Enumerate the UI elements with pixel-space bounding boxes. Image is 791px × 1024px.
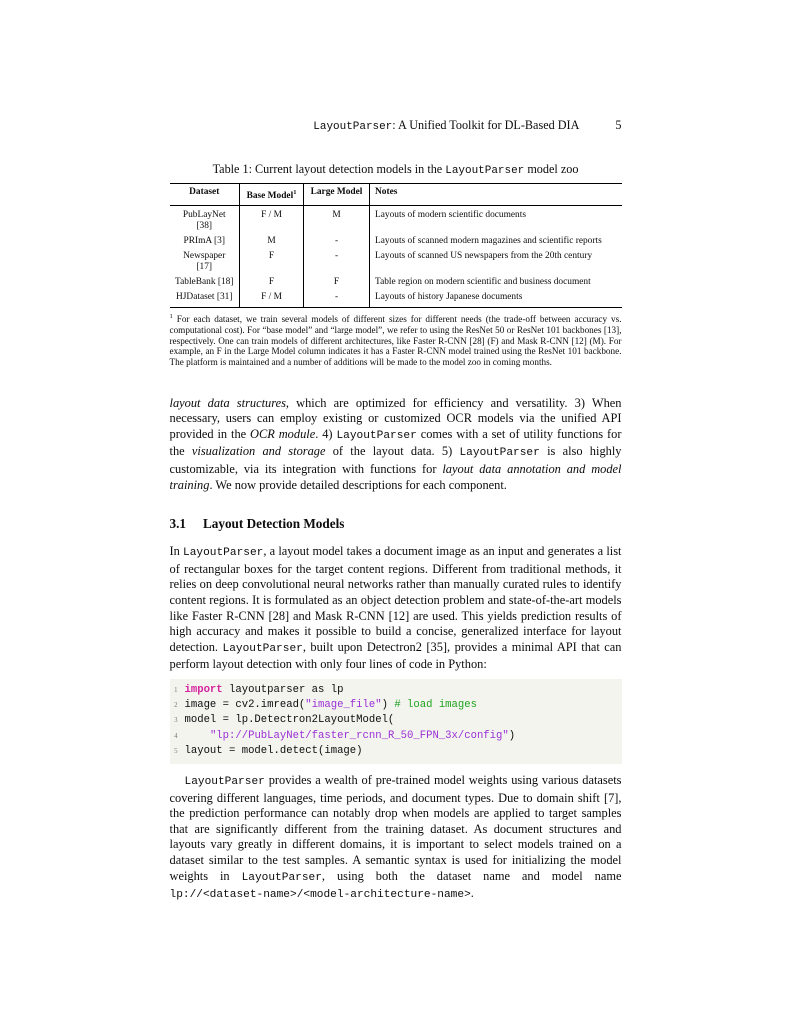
table-footnote-text: For each dataset, we train several models of different sizes for different needs (the trade-off between accuracy vs. computational cost). For “base model” and “large model”, we refer to using the ResNet 50 or ResNet 101 backbones [13], respectively. One can train models of different architectures, like Faster R-CNN [28] (F) and Mask R-CNN [12] (M). For example, an F in the Large Model column indicates it has a Faster R-CNN model trained using the ResNet 101 backbone. The platform is maintained and a number of additions will be made to the model zoo in coming months. <box>169 314 622 367</box>
code-string: "image_file" <box>305 699 382 712</box>
code-line <box>170 683 622 698</box>
code-text: layout = model.detect(image) <box>184 744 363 757</box>
cell-dataset: TableBank [18] <box>175 277 234 288</box>
cell-large-model: - <box>304 249 370 275</box>
line-number: 3 <box>174 717 178 725</box>
text-run: LayoutParser <box>184 776 265 789</box>
text-run: of the layout data. 5) <box>325 444 460 459</box>
code-line <box>170 729 622 744</box>
cell-notes: Table region on modern scientific and business document <box>370 275 622 290</box>
cell-base-model: F <box>240 275 304 290</box>
running-head-title-rest: : A Unified Toolkit for DL-Based DIA <box>392 118 580 132</box>
table-row <box>170 275 622 290</box>
text-run: lp://<dataset-name>/<model-architecture-name> <box>169 889 471 902</box>
table-header <box>170 184 622 206</box>
text-run: LayoutParser <box>222 642 303 655</box>
model-zoo-table <box>170 183 622 308</box>
table-row <box>170 249 622 275</box>
text-run: LayoutParser <box>336 429 417 442</box>
table-row <box>170 234 622 249</box>
table-caption-suffix: model zoo <box>524 162 579 176</box>
line-number: 4 <box>174 732 178 740</box>
section-heading <box>170 516 622 532</box>
text-run: LayoutParser <box>459 447 540 460</box>
code-text: image = cv2.imread( <box>184 699 306 712</box>
cell-notes: Layouts of scanned US newspapers from the 20th century <box>370 249 622 275</box>
text-run: . We now provide detailed descriptions for each component. <box>209 477 507 492</box>
table-header-row <box>170 184 622 206</box>
col-header-large-model: Large Model <box>304 184 370 206</box>
text-run: , which are optimized for efficiency and versatility. 3) When necessary, users can employ existing or customized OCR models via the unified API provided in the <box>169 395 622 441</box>
col-header-base-model-label: Base Model <box>246 191 294 202</box>
cell-large-model: - <box>304 290 370 308</box>
cell-base-model: M <box>240 234 304 249</box>
paragraph-components <box>170 396 622 494</box>
text-run: comes with a set of utility functions for the <box>169 426 622 459</box>
cell-large-model: F <box>304 275 370 290</box>
table-row <box>170 290 622 308</box>
text-run: . 4) <box>315 426 337 441</box>
cell-notes: Layouts of history Japanese documents <box>370 290 622 308</box>
paragraph-detection-models <box>170 544 622 673</box>
code-text: ) <box>508 729 516 742</box>
section-number: 3.1 <box>169 516 186 532</box>
text-run: LayoutParser <box>241 871 322 884</box>
footnote-marker: 1 <box>169 313 173 321</box>
section-title: Layout Detection Models <box>202 516 345 532</box>
code-text: model = lp.Detectron2LayoutModel( <box>184 714 395 727</box>
text-run: visualization and storage <box>191 444 326 459</box>
running-head <box>170 118 622 133</box>
col-header-base-model <box>240 184 304 206</box>
text-run: provides a wealth of pre-trained model weights using various datasets covering different languages, time periods, and document types. Due to domain shift [7], the prediction performance can notably drop when models are applied to target samples that are significantly different from the training dataset. As document structures and layouts vary greatly in different domains, it is important to select models trained on a dataset similar to the test samples. A semantic syntax is used for initializing the model weights in <box>169 773 622 883</box>
cell-dataset: Newspaper [17] <box>183 251 226 273</box>
table-footnote <box>170 312 622 368</box>
text-run: layout data annotation and model training <box>169 462 622 492</box>
cell-dataset: PubLayNet [38] <box>182 210 226 232</box>
cell-base-model: F / M <box>240 290 304 308</box>
code-text: ) <box>381 699 395 712</box>
page-number: 5 <box>615 118 622 132</box>
text-run: is also highly customizable, via its integration with functions for <box>169 444 622 477</box>
cell-large-model: - <box>304 234 370 249</box>
code-keyword: import <box>184 684 223 697</box>
col-header-dataset: Dataset <box>170 184 240 206</box>
line-number: 5 <box>174 747 178 755</box>
footnote-marker: 1 <box>293 189 297 196</box>
code-text <box>185 729 210 743</box>
cell-dataset: PRImA [3] <box>183 236 225 247</box>
text-run: . <box>470 886 474 901</box>
code-string: "lp://PubLayNet/faster_rcnn_R_50_FPN_3x/config" <box>209 729 509 742</box>
code-text: layoutparser as lp <box>222 684 344 697</box>
text-run: In <box>169 544 184 559</box>
running-head-title-mono: LayoutParser <box>313 121 393 133</box>
code-line <box>170 744 622 759</box>
text-run: , a layout model takes a document image as an input and generates a list of rectangular boxes for the target content regions. Different from traditional methods, it relies on deep convolutional neural networks rather than manually curated rules to identify content regions. It is formulated as an object detection problem and state-of-the-art models like Faster R-CNN [28] and Mask R-CNN [12] are used. This yields prediction results of high accuracy and makes it possible to build a concise, generalized interface for layout detection. <box>169 544 622 654</box>
line-number: 2 <box>174 702 178 710</box>
table-caption-prefix: Table 1: Current layout detection models in the <box>212 162 446 176</box>
text-run: , built upon Detectron2 [35], provides a minimal API that can perform layout detection with only four lines of code in Python: <box>169 639 622 672</box>
line-number: 1 <box>174 687 178 695</box>
code-listing <box>170 679 622 764</box>
code-line <box>170 713 622 728</box>
cell-large-model: M <box>304 206 370 235</box>
table-caption-mono: LayoutParser <box>445 165 525 177</box>
table-row <box>170 206 622 235</box>
table-caption <box>170 162 622 177</box>
code-comment: # load images <box>394 699 477 712</box>
cell-base-model: F <box>240 249 304 275</box>
text-run: , using both the dataset name and model name <box>321 868 622 883</box>
table-body <box>170 206 622 308</box>
cell-dataset: HJDataset [31] <box>176 292 233 303</box>
col-header-notes: Notes <box>370 184 622 206</box>
running-head-title <box>313 118 579 133</box>
cell-notes: Layouts of scanned modern magazines and scientific reports <box>370 234 622 249</box>
text-column <box>170 0 622 904</box>
text-run: LayoutParser <box>183 547 264 560</box>
cell-notes: Layouts of modern scientific documents <box>370 206 622 235</box>
code-line <box>170 698 622 713</box>
text-run: layout data structures <box>169 395 286 410</box>
paragraph-model-weights <box>170 773 622 904</box>
text-run: OCR module <box>250 426 316 441</box>
cell-base-model: F / M <box>240 206 304 235</box>
